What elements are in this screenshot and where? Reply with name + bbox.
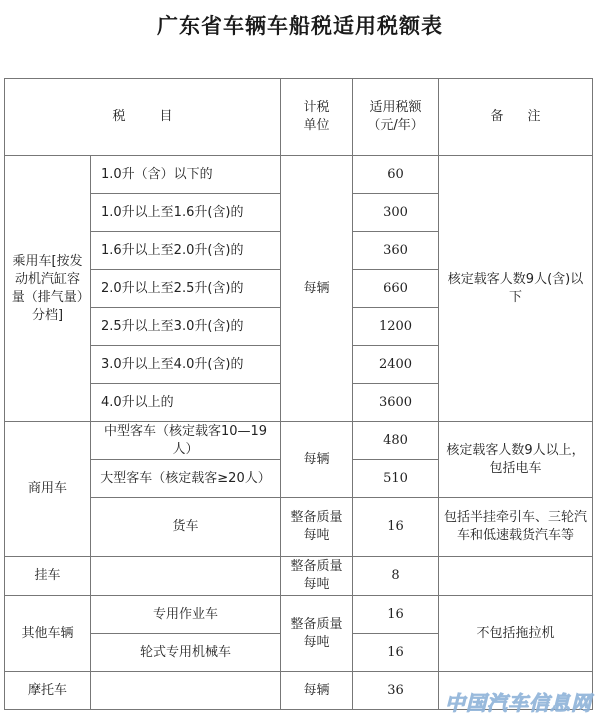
bus-unit: 每辆 xyxy=(281,422,353,498)
tax-table xyxy=(4,78,593,710)
header-item: 税目 xyxy=(5,79,281,156)
trailer-unit: 整备质量每吨 xyxy=(281,557,353,596)
watermark-logo: 中国汽车信息网 xyxy=(445,691,592,715)
passenger-row-label: 1.6升以上至2.0升(含)的 xyxy=(91,232,281,270)
passenger-row-amount: 60 xyxy=(353,156,439,194)
passenger-row-label: 2.5升以上至3.0升(含)的 xyxy=(91,308,281,346)
motorcycle-category: 摩托车 xyxy=(5,672,91,710)
passenger-row-label: 1.0升（含）以下的 xyxy=(91,156,281,194)
motorcycle-unit: 每辆 xyxy=(281,672,353,710)
special-vehicle-amount: 16 xyxy=(353,596,439,634)
truck-note: 包括半挂牵引车、三轮汽车和低速载货汽车等 xyxy=(439,498,593,557)
header-unit: 计税 单位 xyxy=(281,79,353,156)
passenger-category: 乘用车[按发动机汽缸容量（排气量）分档] xyxy=(5,156,91,422)
bus-note: 核定载客人数9人以上，包括电车 xyxy=(439,422,593,498)
trailer-empty xyxy=(91,557,281,596)
header-note: 备注 xyxy=(439,79,593,156)
passenger-unit: 每辆 xyxy=(281,156,353,422)
passenger-row-label: 2.0升以上至2.5升(含)的 xyxy=(91,270,281,308)
medium-bus-amount: 480 xyxy=(353,422,439,460)
other-note: 不包括拖拉机 xyxy=(439,596,593,672)
header-row xyxy=(5,79,593,156)
motorcycle-amount: 36 xyxy=(353,672,439,710)
passenger-row-label: 1.0升以上至1.6升(含)的 xyxy=(91,194,281,232)
commercial-category: 商用车 xyxy=(5,422,91,557)
truck-unit: 整备质量每吨 xyxy=(281,498,353,557)
header-amount: 适用税额 （元/年） xyxy=(353,79,439,156)
other-unit: 整备质量每吨 xyxy=(281,596,353,672)
table-row xyxy=(5,498,593,557)
page-title: 广东省车辆车船税适用税额表 xyxy=(157,14,443,38)
passenger-row-amount: 360 xyxy=(353,232,439,270)
special-vehicle-label: 专用作业车 xyxy=(91,596,281,634)
passenger-row-amount: 660 xyxy=(353,270,439,308)
truck-amount: 16 xyxy=(353,498,439,557)
passenger-note: 核定载客人数9人(含)以下 xyxy=(439,156,593,422)
trailer-note-empty xyxy=(439,557,593,596)
wheeled-machine-label: 轮式专用机械车 xyxy=(91,634,281,672)
passenger-row-label: 4.0升以上的 xyxy=(91,384,281,422)
large-bus-amount: 510 xyxy=(353,460,439,498)
trailer-category: 挂车 xyxy=(5,557,91,596)
trailer-amount: 8 xyxy=(353,557,439,596)
truck-label: 货车 xyxy=(91,498,281,557)
passenger-row-label: 3.0升以上至4.0升(含)的 xyxy=(91,346,281,384)
table-row xyxy=(5,557,593,596)
table-row xyxy=(5,596,593,634)
table-row xyxy=(5,422,593,460)
passenger-row-amount: 3600 xyxy=(353,384,439,422)
other-category: 其他车辆 xyxy=(5,596,91,672)
table-row xyxy=(5,156,593,194)
large-bus-label: 大型客车（核定载客≥20人） xyxy=(91,460,281,498)
wheeled-machine-amount: 16 xyxy=(353,634,439,672)
motorcycle-empty xyxy=(91,672,281,710)
passenger-row-amount: 300 xyxy=(353,194,439,232)
passenger-row-amount: 2400 xyxy=(353,346,439,384)
passenger-row-amount: 1200 xyxy=(353,308,439,346)
medium-bus-label: 中型客车（核定载客10—19人） xyxy=(91,422,281,460)
